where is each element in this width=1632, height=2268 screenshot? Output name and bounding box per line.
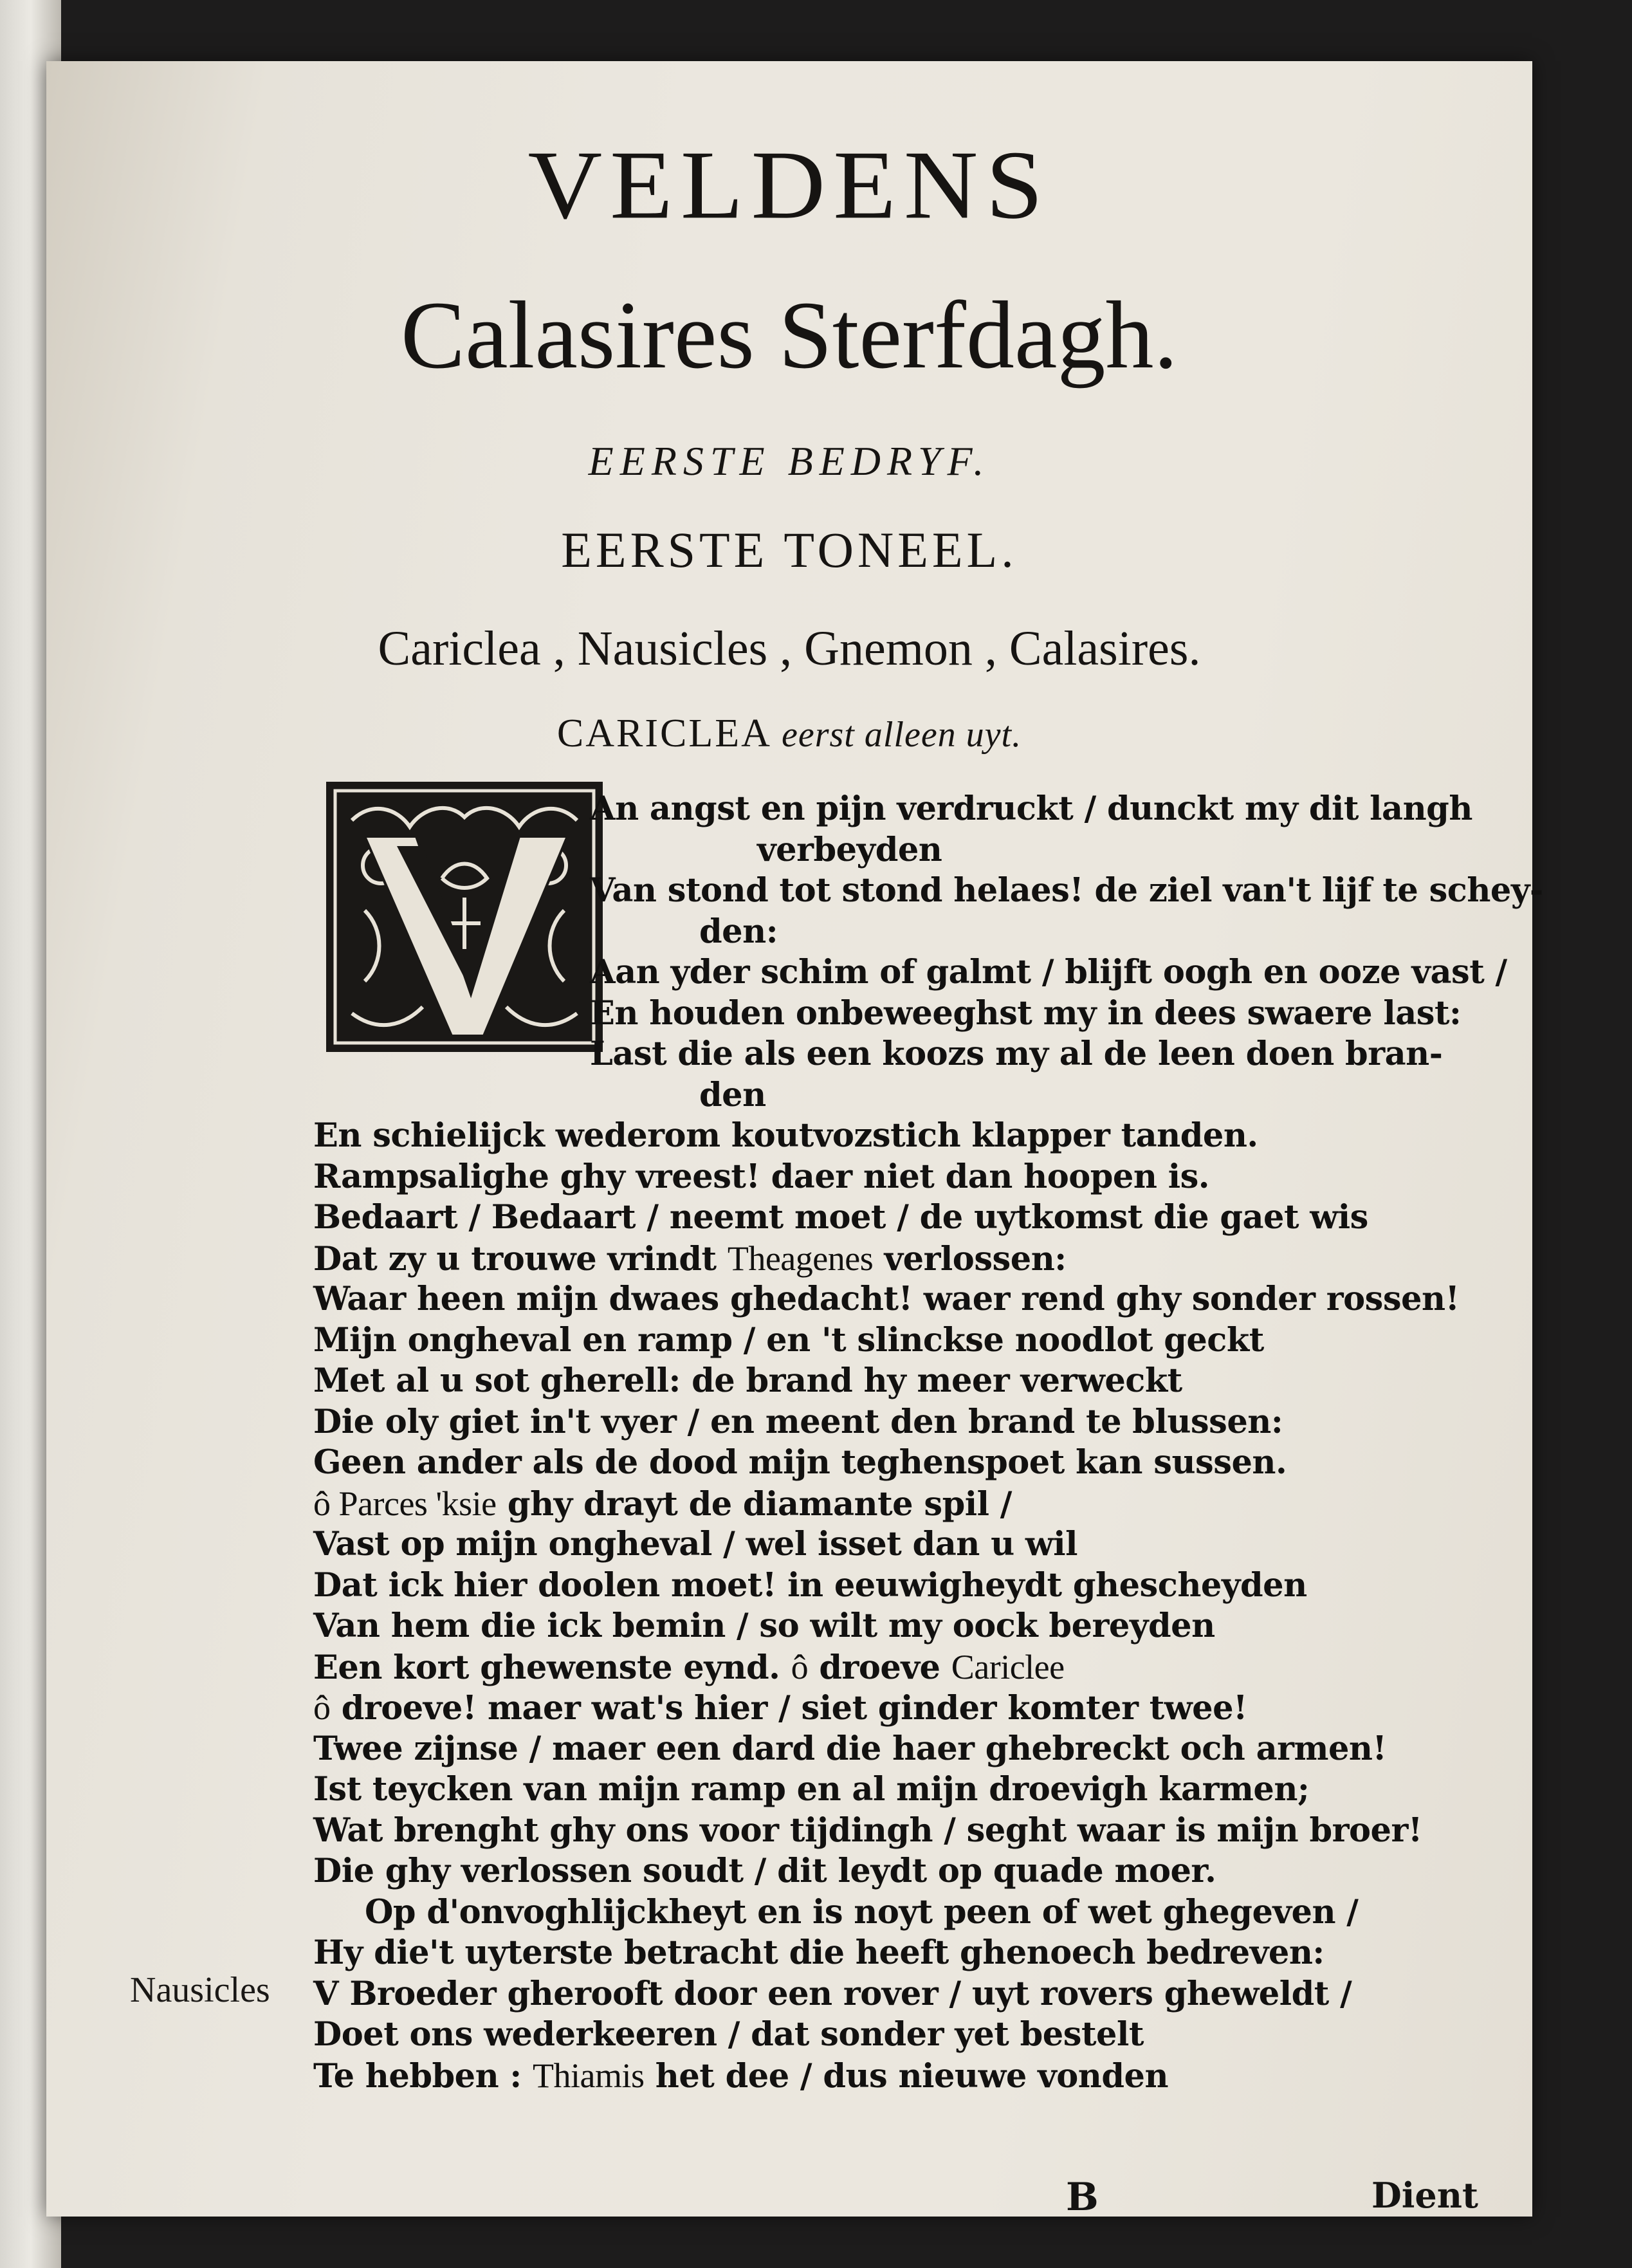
- verse-blackletter-text: Vast op mijn ongheval / wel isset dan u wil: [313, 1525, 1078, 1563]
- verse-blackletter-text: den:: [699, 912, 778, 951]
- persons-list: Cariclea , Nausicles , Gnemon , Calasires.: [378, 622, 1201, 676]
- verse-blackletter-text: Waar heen mijn dwaes ghedacht! waer rend ghy sonder rossen!: [313, 1280, 1460, 1318]
- verse-blackletter-text: An angst en pijn verdruckt / dunckt my dit langh: [590, 789, 1472, 828]
- verse-line: [313, 1524, 1077, 1565]
- verse-line: [365, 1892, 1358, 1933]
- verse-line: [313, 1646, 1065, 1688]
- verse-blackletter-text: den: [699, 1075, 766, 1114]
- title-play: Calasires Sterfdagh.: [401, 282, 1178, 389]
- verse-line: [313, 1156, 1209, 1197]
- verse-blackletter-text: Rampsalighe ghy vreest! daer niet dan hoopen is.: [313, 1157, 1210, 1196]
- verse-line: [699, 911, 778, 952]
- verse-blackletter-text: Last die als een koozs my al de leen doen bran-: [590, 1035, 1443, 1073]
- verse-line: [313, 1320, 1264, 1361]
- signature-mark: B: [1066, 2175, 1099, 2220]
- verse-line: [699, 1074, 766, 1116]
- verse-line: [313, 1442, 1287, 1483]
- verse-line: [313, 1401, 1283, 1443]
- verse-blackletter-text: V Broeder gherooft door een rover / uyt rovers gheweldt /: [313, 1974, 1352, 2013]
- title-author: VELDENS: [527, 130, 1051, 239]
- verse-blackletter-text: droeve: [819, 1648, 940, 1687]
- verse-blackletter-text: Doet ons wederkeeren / dat sonder yet bestelt: [313, 2015, 1144, 2054]
- verse-roman-text: ô: [791, 1647, 809, 1686]
- verse-roman-text: Cariclee: [951, 1647, 1065, 1686]
- verse-blackletter-text: En houden onbeweeghst my in dees swaere last:: [590, 993, 1462, 1033]
- verse-line: [313, 1483, 1012, 1525]
- verse-blackletter-text: Te hebben :: [313, 2056, 522, 2096]
- verse-blackletter-text: Hy die't uyterste betracht die heeft ghenoech bedreven:: [313, 1933, 1325, 1972]
- act-heading: EERSTE BEDRYF.: [588, 438, 991, 484]
- verse-blackletter-text: Geen ander als de dood mijn teghenspoet kan sussen.: [313, 1443, 1287, 1482]
- verse-blackletter-text: Een kort ghewenste eynd.: [313, 1648, 780, 1687]
- scene-heading: EERSTE TONEEL.: [561, 522, 1018, 578]
- verse-blackletter-text: droeve! maer wat's hier / siet ginder komter twee!: [341, 1689, 1247, 1728]
- verse-line: [313, 1565, 1307, 1606]
- verse-blackletter-text: Van stond tot stond helaes! de ziel van't lijf te schey-: [590, 871, 1543, 910]
- verse-blackletter-text: Ist teycken van mijn ramp en al mijn droevigh karmen;: [313, 1770, 1310, 1809]
- verse-blackletter-text: Die oly giet in't vyer / en meent den brand te blussen:: [313, 1402, 1283, 1441]
- verse-line: [313, 1360, 1182, 1401]
- verse-blackletter-text: Bedaart / Bedaart / neemt moet / de uytkomst die gaet wis: [313, 1198, 1368, 1237]
- book-page: [46, 61, 1543, 2220]
- verse-line: [313, 1687, 1247, 1729]
- verse-blackletter-text: het dee / dus nieuwe vonden: [655, 2056, 1169, 2096]
- verse-blackletter-text: Die ghy verlossen soudt / dit leydt op quade moer.: [313, 1852, 1216, 1890]
- verse-roman-text: Thiamis: [533, 2056, 645, 2095]
- verse-blackletter-text: En schielijck wederom koutvozstich klapper tanden.: [313, 1116, 1258, 1155]
- verse-line: [313, 2014, 1144, 2055]
- verse-line: [590, 788, 1472, 829]
- verse-line: [313, 1197, 1368, 1238]
- verse-line: [313, 1850, 1216, 1892]
- verse-line: [590, 952, 1507, 993]
- speaker-heading: [46, 711, 1532, 757]
- verse-line: [313, 1605, 1215, 1646]
- verse-line: [313, 1728, 1386, 1769]
- verse-line: [313, 1238, 1067, 1280]
- verse-blackletter-text: ghy drayt de diamante spil /: [507, 1484, 1012, 1524]
- speaker-name: CARICLEA: [556, 712, 770, 755]
- verse-roman-text: Theagenes: [727, 1239, 874, 1278]
- verse-line: [313, 1769, 1309, 1810]
- verse-blackletter-text: Aan yder schim of galmt / blijft oogh en ooze vast /: [590, 953, 1507, 991]
- verse-blackletter-text: Wat brenght ghy ons voor tijdingh / seght waar is mijn broer!: [313, 1811, 1422, 1850]
- verse-blackletter-text: Met al u sot gherell: de brand hy meer verweckt: [313, 1361, 1182, 1400]
- verse-line: [590, 870, 1543, 911]
- verse-line: [313, 1278, 1459, 1320]
- verse-roman-text: ô Parces 'ksie: [313, 1484, 497, 1523]
- verse-blackletter-text: Dat zy u trouwe vrindt: [313, 1239, 717, 1278]
- verse-line: [313, 2055, 1168, 2097]
- verse-blackletter-text: Twee zijnse / maer een dard die haer ghebreckt och armen!: [313, 1729, 1387, 1768]
- margin-speaker-note: Nausicles: [130, 1970, 270, 2010]
- verse-blackletter-text: Van hem die ick bemin / so wilt my oock bereyden: [313, 1607, 1215, 1645]
- verse-line: [313, 1973, 1352, 2014]
- verse-blackletter-text: Mijn ongheval en ramp / en 't slinckse noodlot geckt: [313, 1320, 1264, 1360]
- verse-line: [590, 993, 1461, 1034]
- verse-blackletter-text: verbeyden: [757, 830, 942, 869]
- stage-direction: eerst alleen uyt.: [781, 715, 1022, 755]
- verse-line: [313, 1810, 1422, 1851]
- verse-line: [313, 1932, 1325, 1973]
- verse-blackletter-text: Op d'onvoghlijckheyt en is noyt peen of wet ghegeven /: [365, 1892, 1359, 1931]
- verse-roman-text: ô: [313, 1688, 331, 1727]
- verse-blackletter-text: verlossen:: [884, 1239, 1067, 1278]
- decorated-initial-v: [326, 782, 603, 1052]
- verse-line: [313, 1115, 1258, 1156]
- verse-line: [757, 829, 942, 871]
- verse-line: [590, 1033, 1442, 1074]
- verse-blackletter-text: Dat ick hier doolen moet! in eeuwigheydt ghescheyden: [313, 1565, 1307, 1605]
- catchword: Dient: [1371, 2175, 1478, 2216]
